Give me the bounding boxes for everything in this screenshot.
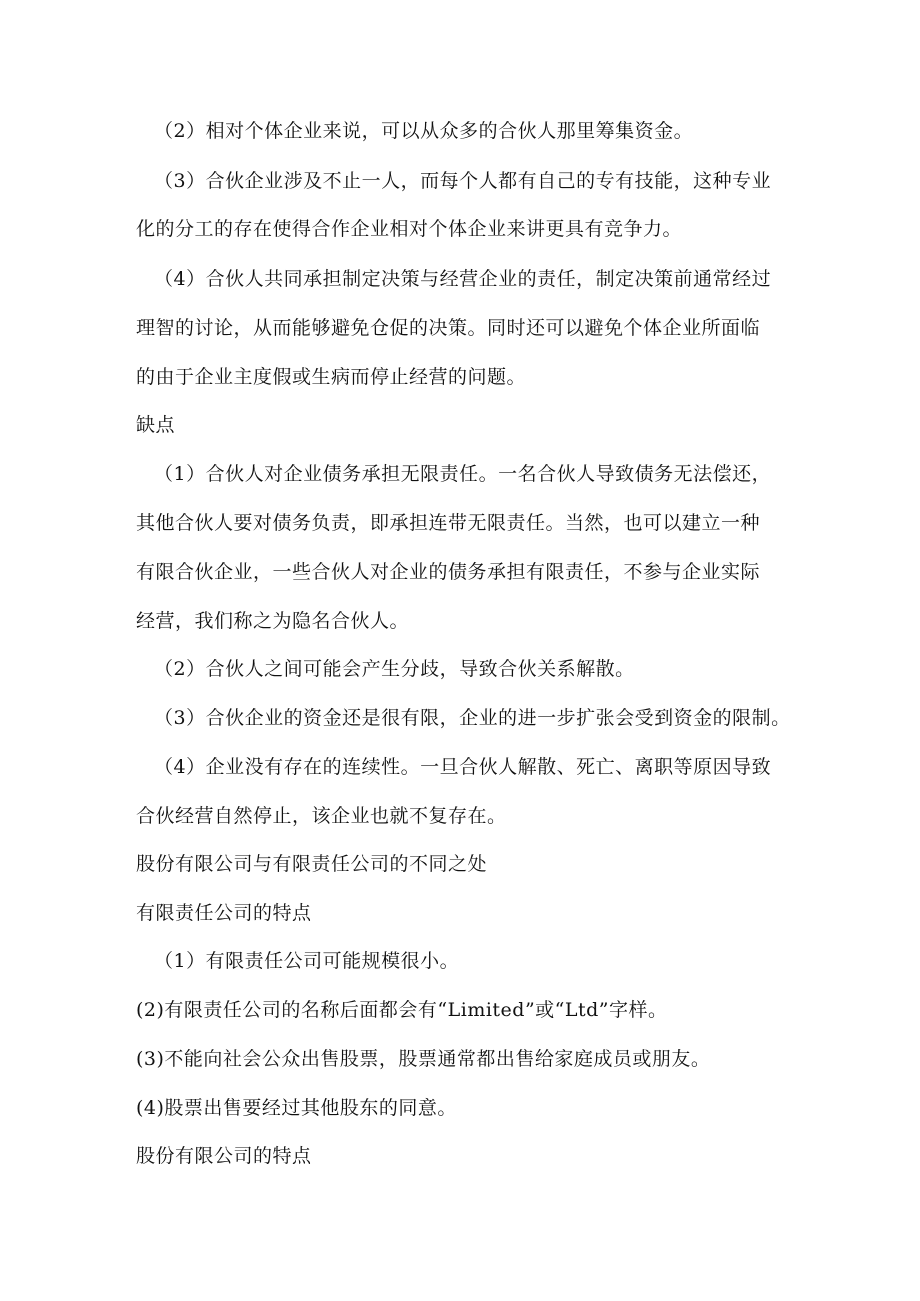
- paragraph-line: 经营，我们称之为隐名合伙人。: [136, 610, 410, 632]
- list-item: （1）有限责任公司可能规模很小。: [154, 950, 460, 972]
- paragraph-line: 理智的讨论，从而能够避免仓促的决策。同时还可以避免个体企业所面临: [136, 317, 761, 339]
- section-heading: 缺点: [136, 414, 176, 436]
- paragraph-line: 合伙经营自然停止，该企业也就不复存在。: [136, 805, 507, 827]
- paragraph-line: （1）合伙人对企业债务承担无限责任。一名合伙人导致债务无法偿还，: [154, 463, 772, 485]
- list-item: (4)股票出售要经过其他股东的同意。: [136, 1097, 457, 1119]
- paragraph-line: 有限合伙企业，一些合伙人对企业的债务承担有限责任，不参与企业实际: [136, 561, 761, 583]
- list-item: (3)不能向社会公众出售股票，股票通常都出售给家庭成员或朋友。: [136, 1048, 711, 1070]
- section-heading: 股份有限公司的特点: [136, 1145, 312, 1167]
- paragraph-line: 化的分工的存在使得合作企业相对个体企业来讲更具有竞争力。: [136, 218, 683, 240]
- paragraph-line: （4）合伙人共同承担制定决策与经营企业的责任，制定决策前通常经过: [154, 268, 772, 290]
- paragraph-line: 的由于企业主度假或生病而停止经营的问题。: [136, 366, 527, 388]
- section-heading: 有限责任公司的特点: [136, 902, 312, 924]
- paragraph-line: （2）相对个体企业来说，可以从众多的合伙人那里筹集资金。: [154, 120, 694, 142]
- list-item: (2)有限责任公司的名称后面都会有“Limited”或“Ltd”字样。: [136, 999, 668, 1021]
- paragraph-line: （2）合伙人之间可能会产生分歧，导致合伙关系解散。: [154, 658, 635, 680]
- paragraph-line: （3）合伙企业涉及不止一人，而每个人都有自己的专有技能，这种专业: [154, 170, 772, 192]
- paragraph-line: （4）企业没有存在的连续性。一旦合伙人解散、死亡、离职等原因导致: [154, 756, 772, 778]
- section-heading: 股份有限公司与有限责任公司的不同之处: [136, 853, 488, 875]
- paragraph-line: （3）合伙企业的资金还是很有限，企业的进一步扩张会受到资金的限制。: [154, 707, 791, 729]
- paragraph-line: 其他合伙人要对债务负责，即承担连带无限责任。当然，也可以建立一种: [136, 512, 761, 534]
